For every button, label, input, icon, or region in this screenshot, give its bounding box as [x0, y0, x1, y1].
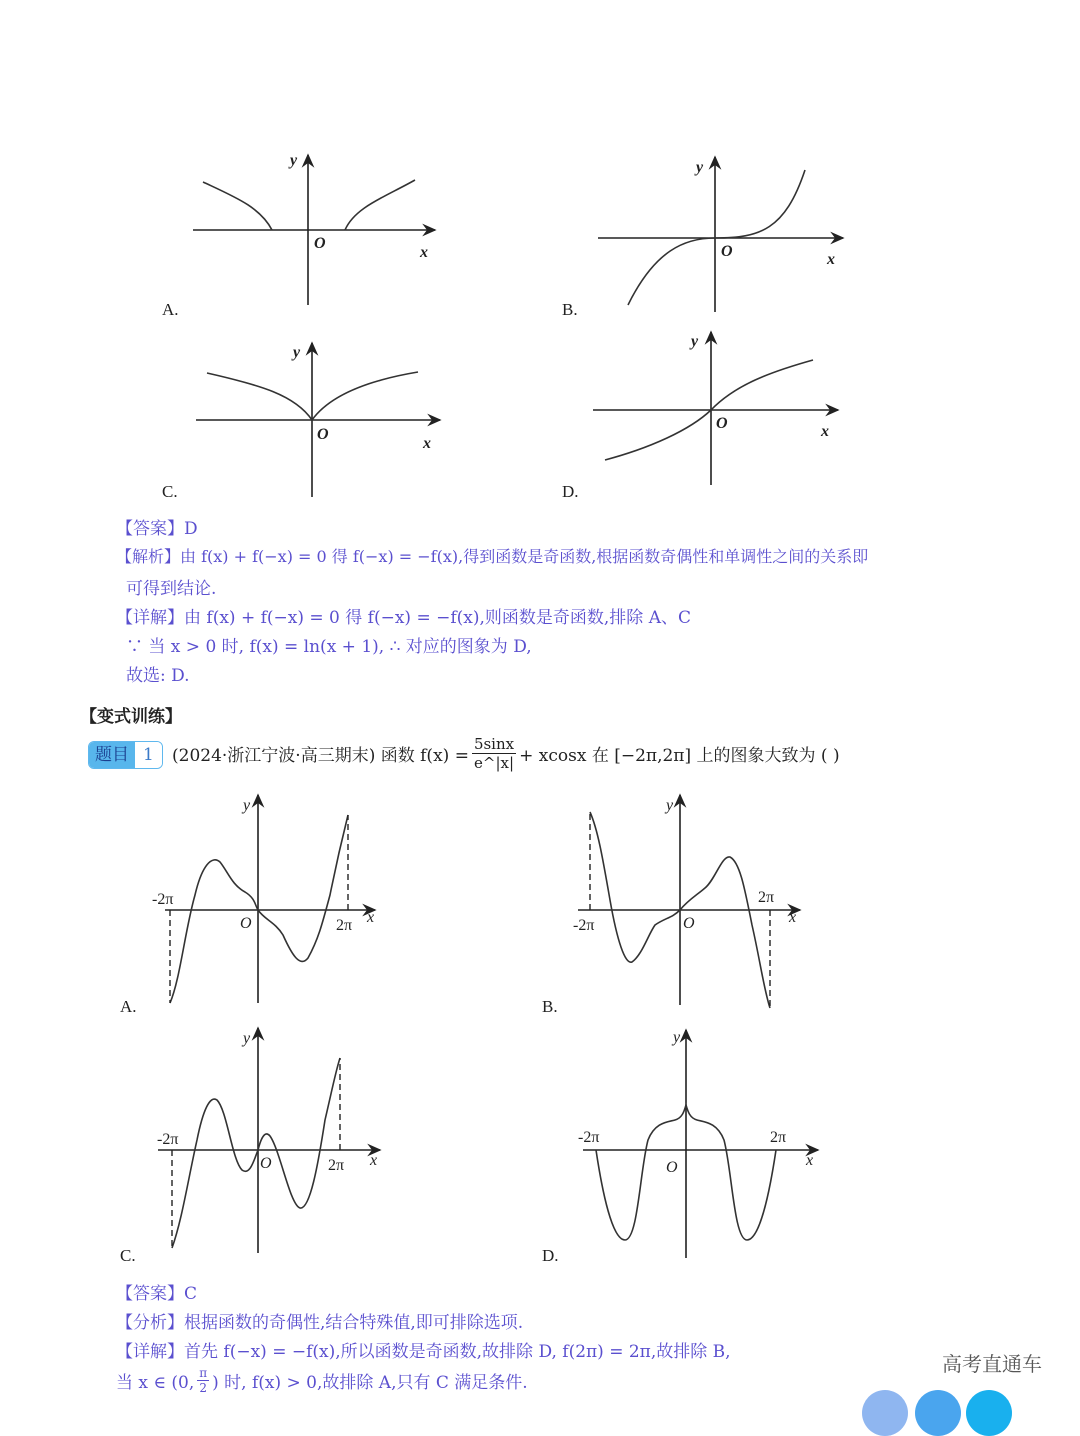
- problem-statement: [172, 735, 840, 772]
- problem-detail-line1: 【详解】首先 f(−x) = −f(x),所以函数是奇函数,故排除 D, f(2π) = 2π,故排除 B,: [116, 1342, 731, 1362]
- problem-badge-label: 题目: [89, 742, 135, 768]
- problem-answer: 【答案】C: [116, 1284, 198, 1304]
- svg-text:O: O: [666, 1159, 678, 1176]
- example-option-a-label: A.: [162, 300, 179, 319]
- svg-text:x: x: [370, 1152, 378, 1169]
- svg-text:y: y: [691, 333, 699, 350]
- svg-text:O: O: [716, 415, 728, 432]
- svg-text:y: y: [666, 797, 674, 814]
- svg-text:O: O: [317, 426, 329, 443]
- watermark: 高考直通车: [942, 1352, 1042, 1376]
- section-title: 【变式训练】: [80, 707, 182, 727]
- example-detail-line1: 【详解】由 f(x) + f(−x) = 0 得 f(−x) = −f(x),则函数是奇函数,排除 A、C: [116, 608, 691, 628]
- svg-text:2π: 2π: [770, 1129, 787, 1146]
- svg-text:y: y: [696, 159, 704, 176]
- fraction-denominator: e^|x|: [474, 754, 515, 772]
- example-answer: 【答案】D: [116, 519, 198, 539]
- svg-text:-2π: -2π: [573, 917, 595, 934]
- pi-half-fraction: [197, 1366, 209, 1395]
- problem-option-b-label: B.: [542, 997, 558, 1016]
- svg-text:x: x: [423, 435, 431, 452]
- svg-text:y: y: [290, 152, 298, 169]
- problem-graph-a: [152, 795, 375, 1003]
- decorative-circle: [862, 1390, 908, 1436]
- svg-text:y: y: [293, 344, 301, 361]
- example-option-c-label: C.: [162, 482, 178, 501]
- svg-text:y: y: [243, 1030, 251, 1047]
- svg-text:2π: 2π: [336, 917, 353, 934]
- detail-text-b: ) 时, f(x) > 0,故排除 A,只有 C 满足条件.: [212, 1373, 528, 1393]
- svg-text:y: y: [243, 797, 251, 814]
- problem-option-c-label: C.: [120, 1246, 136, 1265]
- problem-graph-d: [578, 1029, 818, 1258]
- pi-numerator: π: [199, 1366, 208, 1380]
- problem-badge: [88, 741, 163, 769]
- problem-graph-c: [157, 1028, 380, 1253]
- problem-option-a-label: A.: [120, 997, 137, 1016]
- example-graph-b: [598, 157, 843, 312]
- example-analysis-line2: 可得到结论.: [126, 579, 217, 599]
- svg-text:x: x: [821, 423, 829, 440]
- svg-text:-2π: -2π: [157, 1131, 179, 1148]
- problem-detail-line2: [116, 1366, 528, 1395]
- svg-text:x: x: [806, 1152, 814, 1169]
- svg-text:-2π: -2π: [578, 1129, 600, 1146]
- problem-option-d-label: D.: [542, 1246, 559, 1265]
- svg-text:2π: 2π: [328, 1157, 345, 1174]
- problem-analysis: 【分析】根据函数的奇偶性,结合特殊值,即可排除选项.: [116, 1313, 524, 1333]
- svg-text:x: x: [827, 251, 835, 268]
- problem-graph-b: [573, 795, 800, 1008]
- svg-text:x: x: [420, 244, 428, 261]
- svg-text:O: O: [683, 915, 695, 932]
- problem-text-before: (2024·浙江宁波·高三期末) 函数 f(x) =: [172, 746, 469, 766]
- pi-denominator: 2: [199, 1381, 208, 1395]
- example-graph-c: [196, 343, 440, 497]
- svg-text:O: O: [721, 243, 733, 260]
- problem-fraction: [472, 735, 516, 772]
- example-analysis-line1: 【解析】由 f(x) + f(−x) = 0 得 f(−x) = −f(x),得到函数是奇函数,根据函数奇偶性和单调性之间的关系即: [116, 547, 869, 566]
- svg-text:-2π: -2π: [152, 891, 174, 908]
- svg-text:x: x: [789, 909, 797, 926]
- example-graph-d: [593, 332, 838, 485]
- svg-text:2π: 2π: [758, 889, 775, 906]
- example-option-b-label: B.: [562, 300, 578, 319]
- problem-text-after: + xcosx 在 [−2π,2π] 上的图象大致为 ( ): [519, 746, 840, 766]
- problem-badge-number: 1: [135, 742, 162, 768]
- example-detail-line2: ∵ 当 x > 0 时, f(x) = ln(x + 1), ∴ 对应的图象为 D,: [126, 637, 532, 657]
- detail-text-a: 当 x ∈ (0,: [116, 1373, 195, 1393]
- decorative-circle: [915, 1390, 961, 1436]
- example-detail-line3: 故选: D.: [126, 666, 190, 686]
- svg-text:x: x: [367, 909, 375, 926]
- svg-text:O: O: [314, 235, 326, 252]
- svg-text:y: y: [673, 1029, 681, 1046]
- fraction-numerator: 5sinx: [473, 735, 515, 753]
- example-option-d-label: D.: [562, 482, 579, 501]
- svg-text:O: O: [240, 915, 252, 932]
- decorative-circle: [966, 1390, 1012, 1436]
- svg-text:O: O: [260, 1155, 272, 1172]
- example-graph-a: [193, 152, 435, 305]
